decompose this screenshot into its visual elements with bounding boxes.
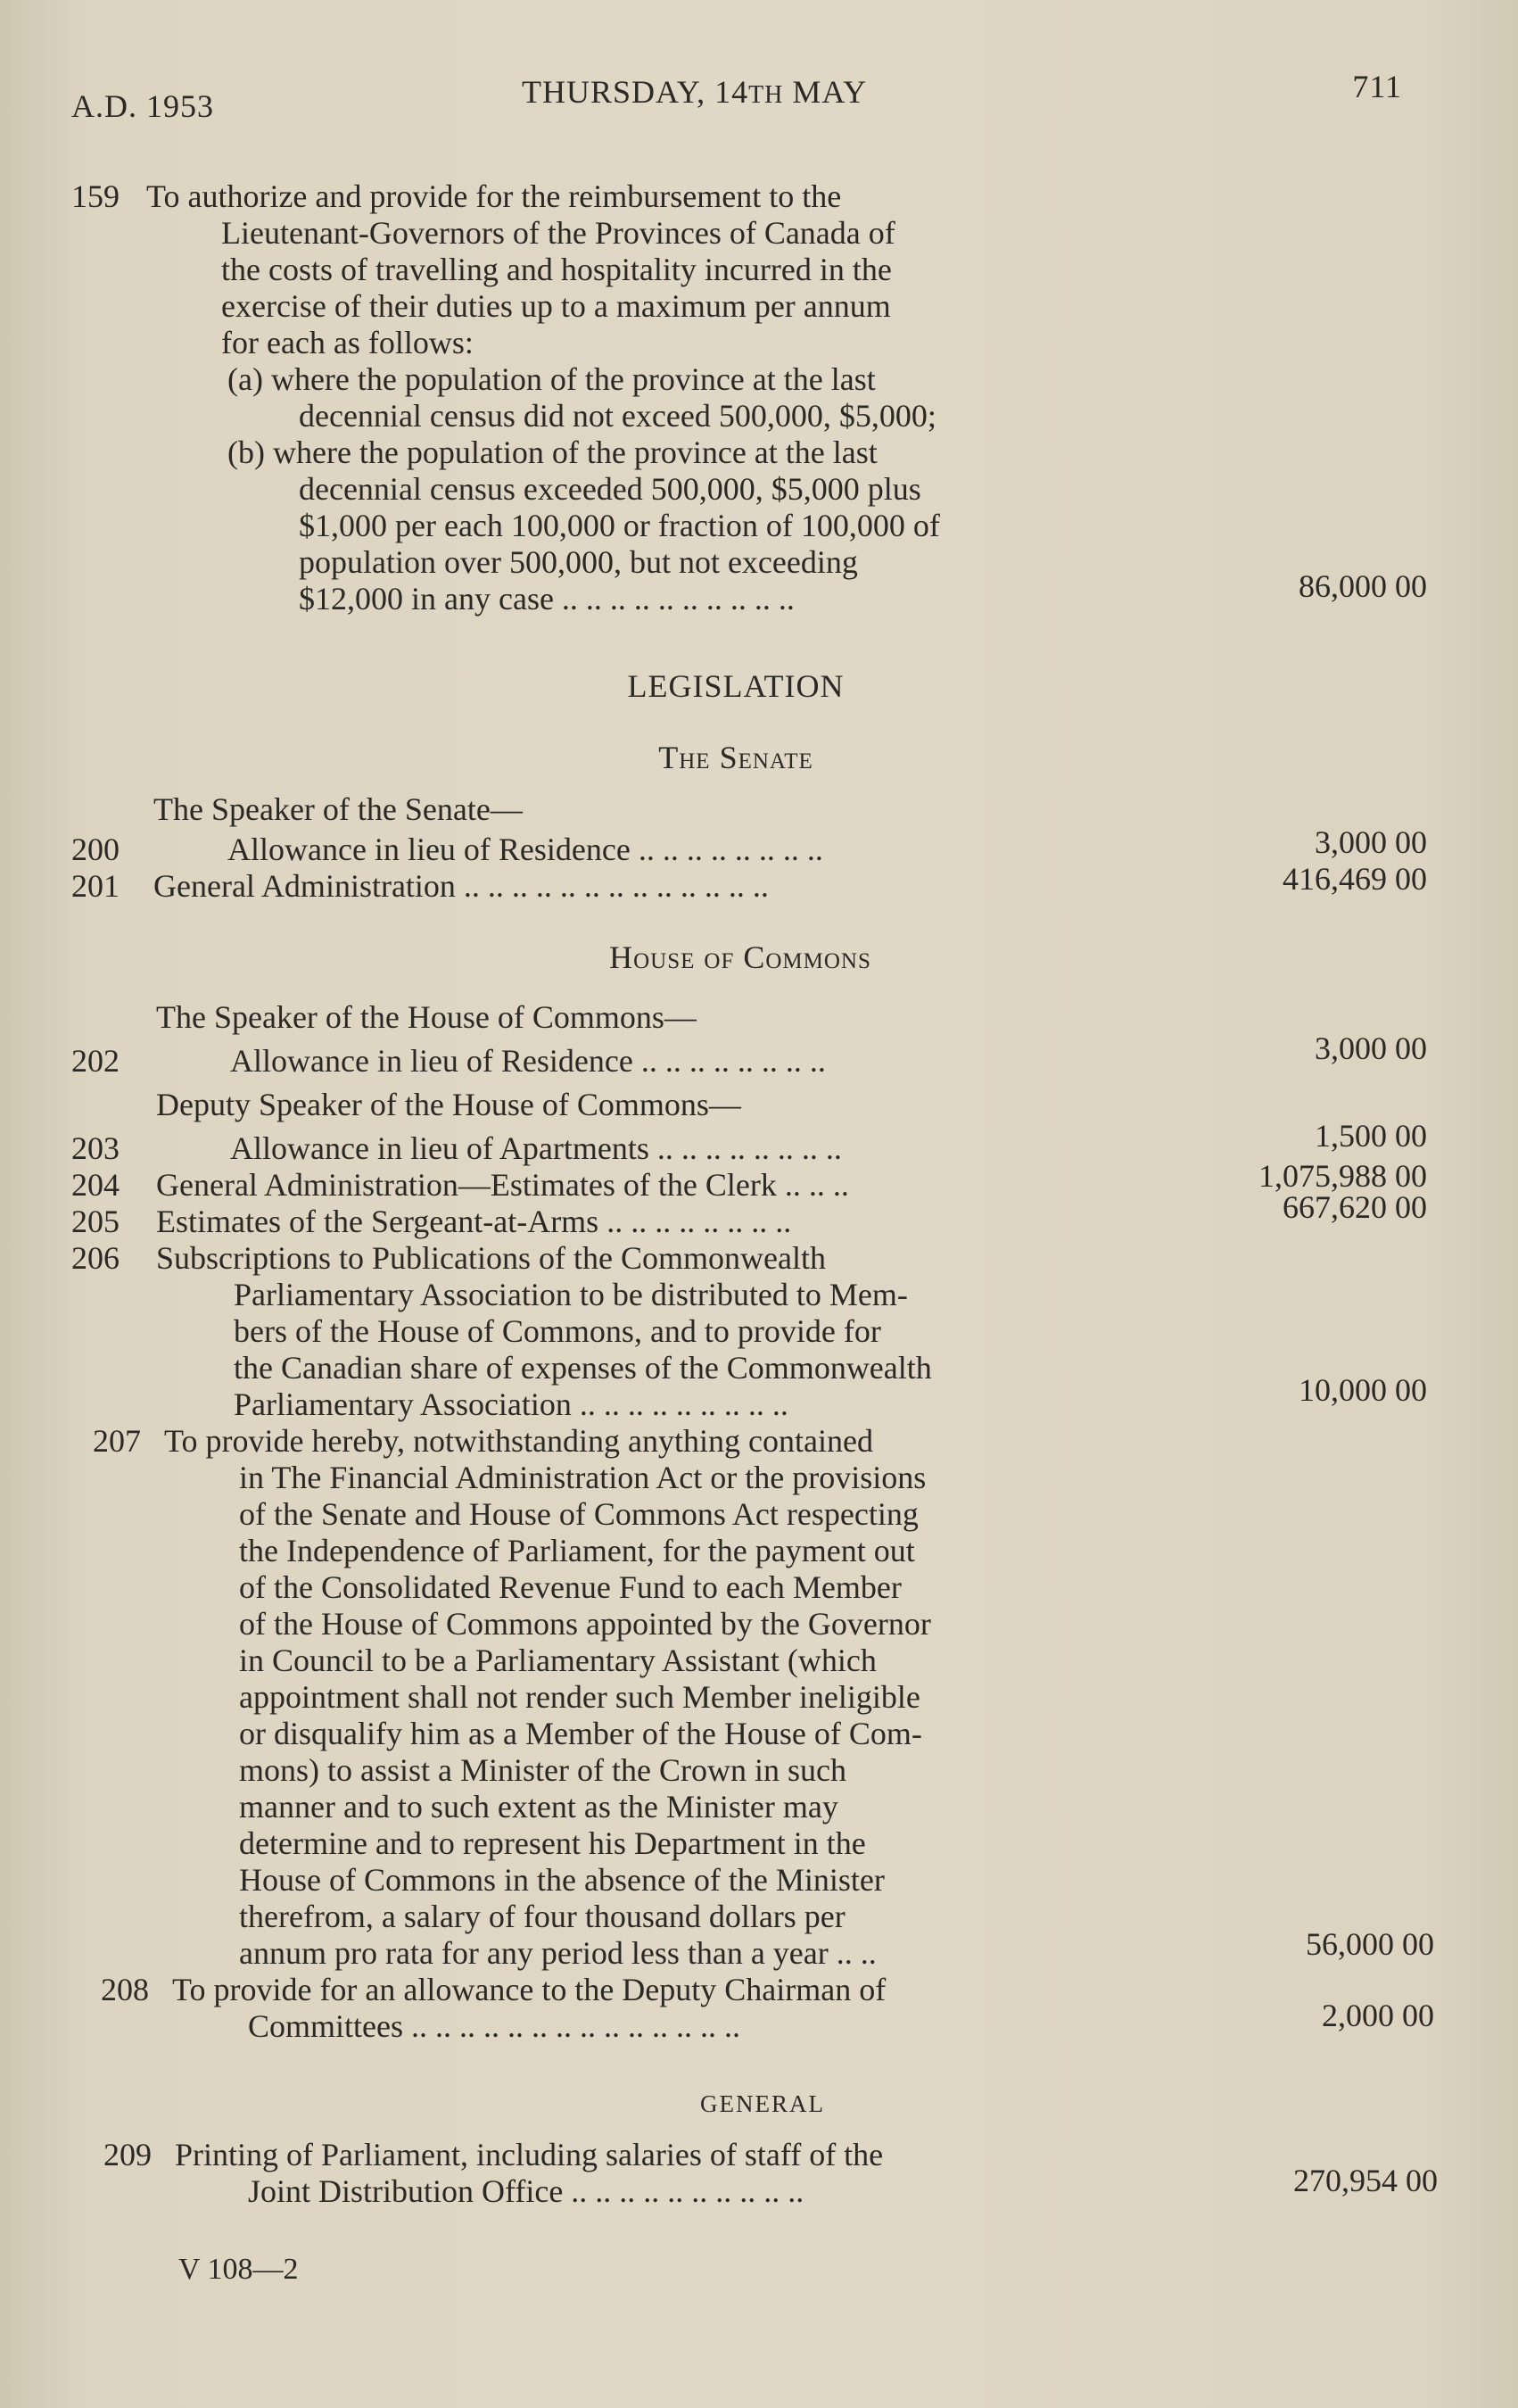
item-text-line: (b) where the population of the province at the last <box>227 434 878 470</box>
item-number: 201 <box>71 868 120 904</box>
page-number: 711 <box>1352 69 1402 104</box>
item-text-line: $1,000 per each 100,000 or fraction of 100,000 of <box>299 508 940 543</box>
item-text-line: decennial census did not exceed 500,000, $5,000; <box>299 398 936 434</box>
page-header <box>71 69 1402 124</box>
item-text-line: or disqualify him as a Member of the House of Com- <box>239 1716 922 1751</box>
item-text: General Administration—Estimates of the Clerk .. .. .. <box>156 1167 849 1203</box>
item-text-line: To authorize and provide for the reimbursement to the <box>146 178 842 214</box>
item-text-line: exercise of their duties up to a maximum per annum <box>221 288 891 324</box>
item-number: 203 <box>71 1130 120 1166</box>
section-title-house-of-commons: House of Commons <box>609 939 871 975</box>
item-text: Allowance in lieu of Residence .. .. .. .. .. .. .. .. <box>227 832 823 867</box>
item-text-line: Committees .. .. .. .. .. .. .. .. .. .. .. .. .. .. <box>248 2008 740 2044</box>
item-amount: 416,469 00 <box>1283 861 1427 897</box>
item-number: 159 <box>71 178 120 214</box>
senate-items <box>71 791 1427 905</box>
header-date <box>522 73 867 111</box>
item-amount: 1,500 00 <box>1315 1118 1427 1154</box>
item-text-line: appointment shall not render such Member ineligible <box>239 1679 920 1715</box>
item-text-line: annum pro rata for any period less than a year .. .. <box>239 1935 877 1971</box>
section-title-senate: The Senate <box>658 740 813 775</box>
item-text-line: To provide for an allowance to the Deputy Chairman of <box>172 1972 887 2007</box>
general-items <box>71 2137 1438 2210</box>
item-text-line: determine and to represent his Department in the <box>239 1825 866 1861</box>
item-text: Allowance in lieu of Apartments .. .. .. .. .. .. .. .. <box>230 1130 842 1166</box>
item-text-line: Joint Distribution Office .. .. .. .. .. .. .. .. .. .. <box>248 2173 804 2209</box>
item-text-line: population over 500,000, but not exceeding <box>299 544 858 580</box>
item-159 <box>71 178 1427 617</box>
item-number: 206 <box>71 1240 120 1276</box>
item-text-line: in Council to be a Parliamentary Assistant (which <box>239 1643 877 1678</box>
item-text-line: for each as follows: <box>221 325 474 360</box>
item-amount: 3,000 00 <box>1315 1030 1427 1066</box>
item-number: 208 <box>101 1972 149 2007</box>
item-text-line: House of Commons in the absence of the Minister <box>239 1862 885 1898</box>
header-year: A.D. 1953 <box>71 88 214 124</box>
item-text-line: in The Financial Administration Act or the provisions <box>239 1460 927 1495</box>
item-amount: 1,075,988 00 <box>1258 1158 1427 1194</box>
item-text-line: manner and to such extent as the Minister may <box>239 1789 838 1825</box>
senate-speaker-label: The Speaker of the Senate— <box>153 791 523 827</box>
section-title-general: GENERAL <box>700 2090 825 2117</box>
item-text-line: decennial census exceeded 500,000, $5,000 plus <box>299 471 921 507</box>
item-text: Estimates of the Sergeant-at-Arms .. .. .. .. .. .. .. .. <box>156 1204 792 1239</box>
item-number: 209 <box>103 2137 152 2172</box>
item-amount: 270,954 00 <box>1293 2163 1438 2198</box>
item-number: 204 <box>71 1167 120 1203</box>
page-footer-signature: V 108—2 <box>178 2253 299 2286</box>
item-text-line: the Independence of Parliament, for the payment out <box>239 1533 915 1568</box>
item-number: 205 <box>71 1204 120 1239</box>
item-amount: 56,000 00 <box>1306 1926 1434 1962</box>
header-date-suffix: TH <box>748 81 784 109</box>
item-text: General Administration .. .. .. .. .. .. .. .. .. .. .. .. .. <box>153 868 769 904</box>
item-number: 202 <box>71 1043 120 1079</box>
item-amount: 667,620 00 <box>1283 1189 1427 1225</box>
section-title-legislation: LEGISLATION <box>627 668 845 704</box>
commons-speaker-label: The Speaker of the House of Commons— <box>156 999 697 1035</box>
item-text-line: Subscriptions to Publications of the Commonwealth <box>156 1240 826 1276</box>
item-text-line: Printing of Parliament, including salaries of staff of the <box>175 2137 884 2172</box>
item-amount: 2,000 00 <box>1322 1998 1434 2033</box>
item-text-line: the costs of travelling and hospitality incurred in the <box>221 252 892 287</box>
item-number: 207 <box>93 1423 141 1459</box>
header-date-month: MAY <box>783 74 868 110</box>
item-text-line: the Canadian share of expenses of the Commonwealth <box>234 1350 932 1386</box>
deputy-speaker-label: Deputy Speaker of the House of Commons— <box>156 1087 741 1122</box>
item-text-line: of the House of Commons appointed by the Governor <box>239 1606 931 1642</box>
header-date-text: THURSDAY, 14 <box>522 74 749 110</box>
commons-items <box>71 999 1434 2045</box>
item-amount: 3,000 00 <box>1315 824 1427 860</box>
item-text-line: Lieutenant-Governors of the Provinces of Canada of <box>221 215 895 251</box>
item-number: 200 <box>71 832 120 867</box>
item-text-line: (a) where the population of the province at the last <box>227 361 876 397</box>
item-text-line: of the Consolidated Revenue Fund to each Member <box>239 1569 902 1605</box>
item-text-line: Parliamentary Association to be distributed to Mem- <box>234 1277 908 1312</box>
item-text-line: therefrom, a salary of four thousand dollars per <box>239 1899 846 1934</box>
item-text-line: bers of the House of Commons, and to provide for <box>234 1313 881 1349</box>
item-amount: 86,000 00 <box>1299 568 1427 604</box>
item-text-line: Parliamentary Association .. .. .. .. .. .. .. .. .. <box>234 1386 788 1422</box>
item-text: Allowance in lieu of Residence .. .. .. .. .. .. .. .. <box>230 1043 826 1079</box>
item-text-line: mons) to assist a Minister of the Crown in such <box>239 1752 846 1788</box>
item-text-line: To provide hereby, notwithstanding anything contained <box>164 1423 873 1459</box>
item-text-line: $12,000 in any case .. .. .. .. .. .. .. .. .. .. <box>299 581 795 616</box>
item-text-line: of the Senate and House of Commons Act respecting <box>239 1496 919 1532</box>
item-amount: 10,000 00 <box>1299 1372 1427 1408</box>
